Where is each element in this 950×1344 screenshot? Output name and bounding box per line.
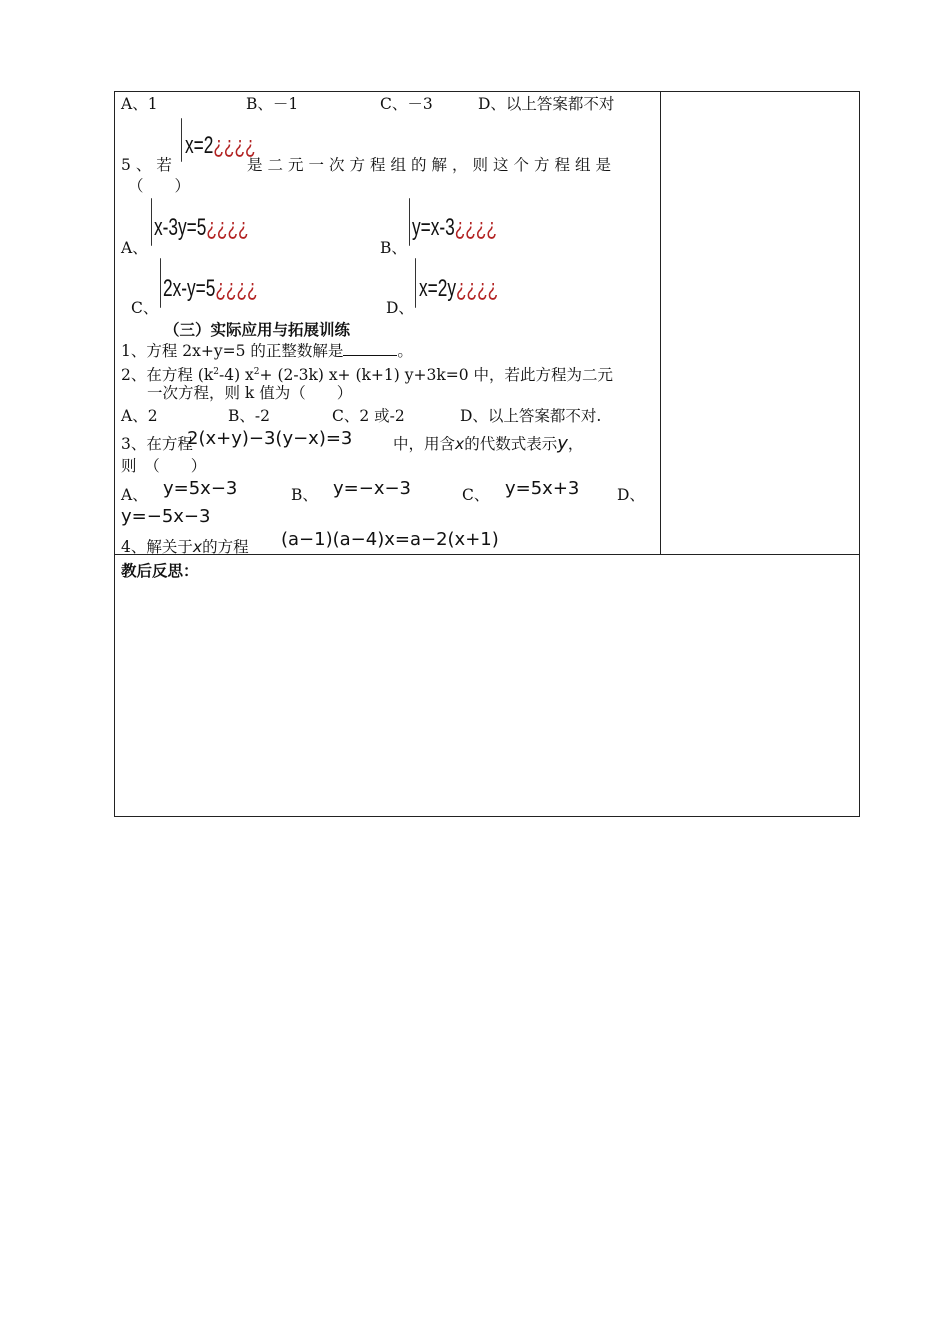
q5-option-c-brace xyxy=(160,258,161,308)
p3-var-y: y xyxy=(557,433,568,454)
q5-given-system xyxy=(185,132,256,160)
column-divider xyxy=(660,92,661,554)
q5-option-b-junk: ¿¿¿¿ xyxy=(454,214,497,241)
p2-line2: 一次方程，则 k 值为（ ） xyxy=(147,384,353,402)
p2-option-d: D、以上答案都不对. xyxy=(460,407,602,425)
p3-option-b-label: B、 xyxy=(291,486,318,504)
p3-option-b-expr: y=−x−3 xyxy=(333,478,412,499)
p3-equation: 2(x+y)−3(y−x)=3 xyxy=(187,428,353,449)
p1-text: 1、方程 2x+y=5 的正整数解是 xyxy=(121,342,344,360)
q5-option-c-system xyxy=(163,275,258,303)
p4-equation: (a−1)(a−4)x=a−2(x+1) xyxy=(281,529,499,550)
q5-option-b-eq: y=x-3 xyxy=(412,214,455,241)
q5-option-c-eq: 2x-y=5 xyxy=(163,275,216,302)
q5-option-b-brace xyxy=(409,198,410,246)
q4-option-c: C、－3 xyxy=(380,95,433,113)
q5-paren: （ ） xyxy=(128,177,191,195)
p2-option-b: B、-2 xyxy=(228,407,270,425)
q5-option-d-brace xyxy=(415,258,416,308)
p3-option-d-expr: y=−5x−3 xyxy=(121,506,211,527)
section3-heading: （三）实际应用与拓展训练 xyxy=(164,321,351,339)
q4-option-a: A、1 xyxy=(121,95,158,113)
p2-line1-pre: 2、在方程 (k xyxy=(121,366,214,384)
p3-option-c-expr: y=5x+3 xyxy=(505,478,580,499)
q5-option-a-brace xyxy=(151,198,152,246)
q4-option-d: D、以上答案都不对 xyxy=(478,95,615,113)
q5-option-a-system xyxy=(154,214,249,242)
p3-option-c-label: C、 xyxy=(462,486,490,504)
p2-sup2: 2 xyxy=(253,367,260,377)
p4-var-x: x xyxy=(192,538,203,556)
q5-option-d-junk: ¿¿¿¿ xyxy=(455,275,499,302)
reflection-cell xyxy=(114,555,860,817)
p4-pre: 4、解关于 xyxy=(121,538,193,556)
p2-sup1: 2 xyxy=(213,367,219,377)
p3-line1-rest xyxy=(393,434,583,454)
p3-var-x: x xyxy=(455,435,465,453)
p3-mid2: 的代数式表示 xyxy=(464,435,558,453)
p2-option-c: C、2 或-2 xyxy=(332,407,405,425)
q5-given-eq: x=2 xyxy=(185,132,214,159)
p3-pre: 3、在方程 xyxy=(121,435,193,453)
p2-line1 xyxy=(121,362,613,385)
p3-option-a-expr: y=5x−3 xyxy=(163,478,238,499)
p3-line2: 则 （ ） xyxy=(121,457,207,475)
q5-text: 是二元一次方程组的解，则这个方程组是 xyxy=(247,156,617,174)
q5-option-a-eq: x-3y=5 xyxy=(154,214,207,241)
q5-given-junk: ¿¿¿¿ xyxy=(213,132,256,159)
p1-end: 。 xyxy=(397,342,413,360)
q5-option-d-system xyxy=(419,275,498,303)
q5-given-brace xyxy=(181,118,182,162)
p2-option-a: A、2 xyxy=(121,407,158,425)
p1-line xyxy=(121,341,413,361)
p3-mid: 中，用含 xyxy=(393,435,456,453)
q5-option-a-junk: ¿¿¿¿ xyxy=(206,214,249,241)
p2-line1-rest: + (2-3k) x+ (k+1) y+3k=0 中，若此方程为二元 xyxy=(259,366,614,384)
p4-line xyxy=(121,537,249,557)
q5-option-c-label: C、 xyxy=(131,299,159,317)
q5-option-a-label: A、 xyxy=(121,239,148,257)
p3-end: ， xyxy=(567,435,584,453)
q5-option-d-label: D、 xyxy=(386,299,414,317)
p2-line1-post: -4) x xyxy=(218,366,254,384)
q4-option-b: B、－1 xyxy=(246,95,299,113)
p3-option-d-label: D、 xyxy=(617,486,645,504)
p3-option-a-label: A、 xyxy=(121,486,148,504)
p1-answer-blank xyxy=(343,341,397,356)
q5-option-c-junk: ¿¿¿¿ xyxy=(215,275,258,302)
q5-option-b-label: B、 xyxy=(380,239,407,257)
reflection-label: 教后反思： xyxy=(121,562,199,580)
p4-mid: 的方程 xyxy=(202,538,249,556)
q5-option-d-eq: x=2y xyxy=(419,275,456,302)
q5-number: 5、若 xyxy=(121,156,177,174)
q5-option-b-system xyxy=(412,214,497,242)
